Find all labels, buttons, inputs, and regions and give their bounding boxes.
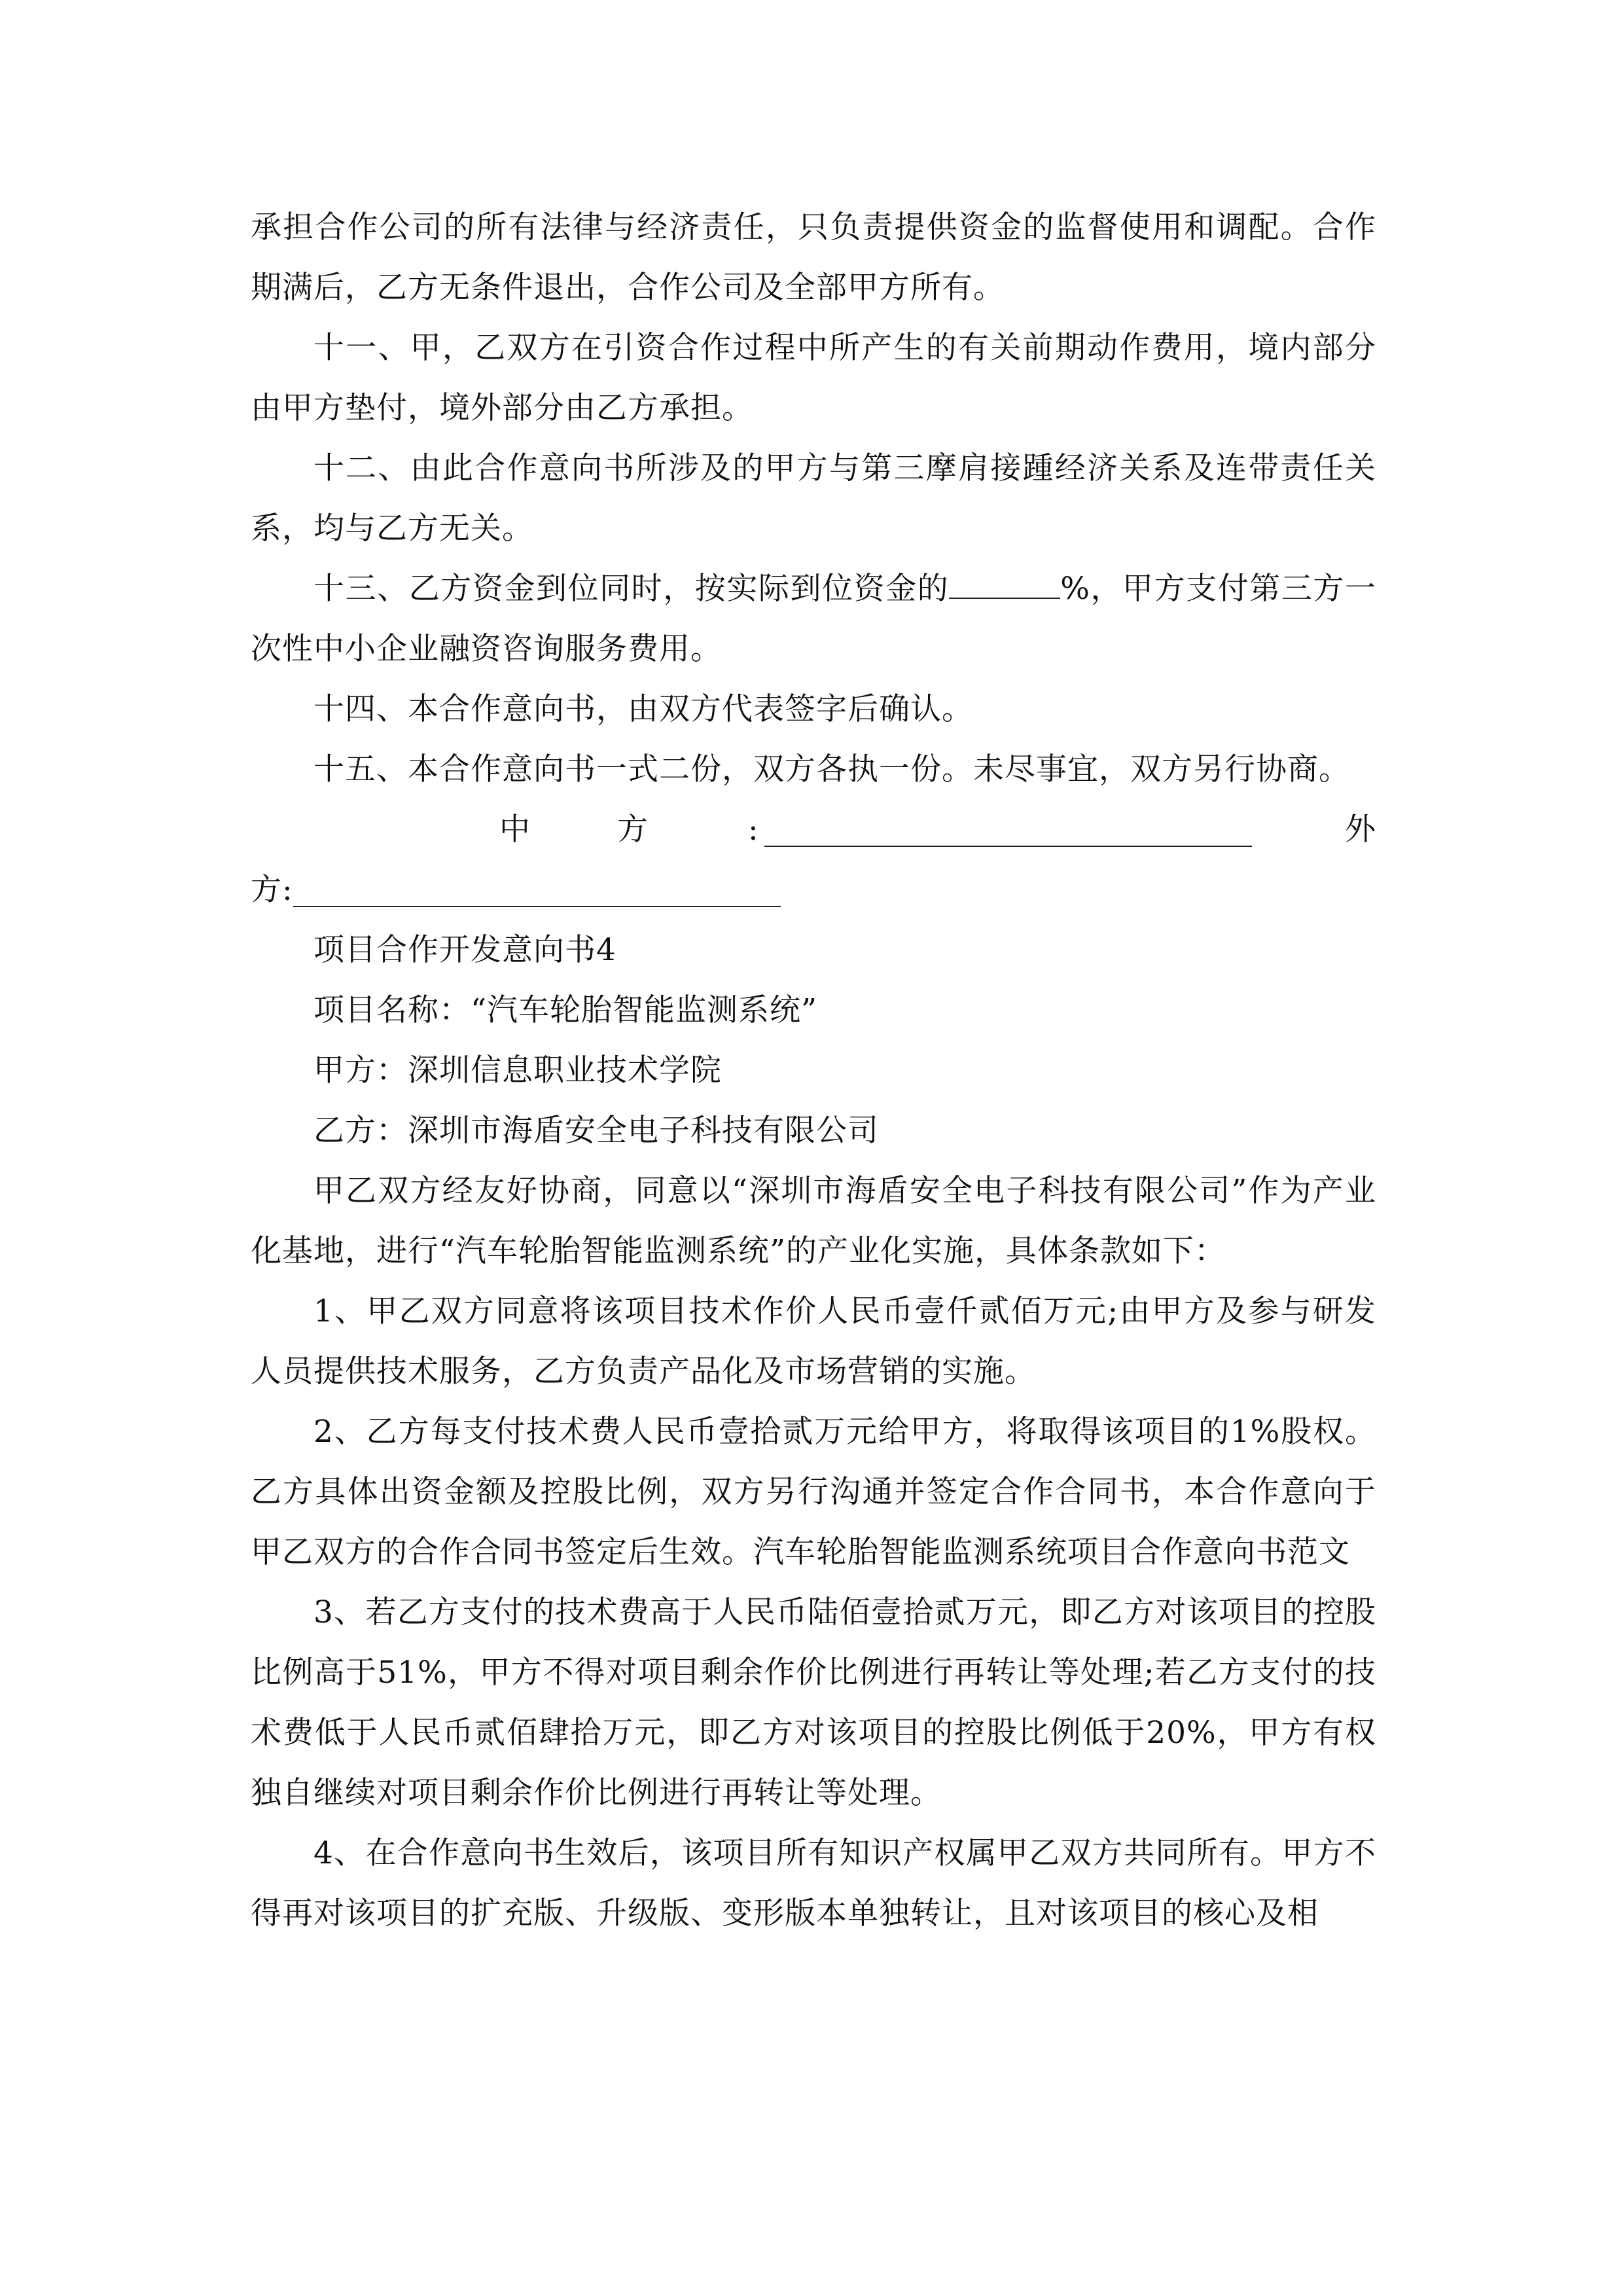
party-a-line: 甲方：深圳信息职业技术学院 bbox=[313, 1052, 722, 1088]
party-a-signature-blank bbox=[764, 846, 1252, 847]
paragraph-continuation: 承担合作公司的所有法律与经济责任，只负责提供资金的监督使用和调配。合作期满后，乙方无条件退出，合作公司及全部甲方所有。 bbox=[251, 209, 1376, 306]
section-heading: 项目合作开发意向书4 bbox=[313, 932, 616, 968]
clause-fifteen: 十五、本合作意向书一式二份，双方各执一份。未尽事宜，双方另行协商。 bbox=[313, 751, 1350, 787]
party-b-label-start: 外 bbox=[1345, 812, 1376, 848]
clause-eleven: 十一、甲，乙双方在引资合作过程中所产生的有关前期动作费用，境内部分由甲方垫付，境外部分由乙方承担。 bbox=[251, 330, 1376, 426]
clause-thirteen-before: 十三、乙方资金到位同时，按实际到位资金的 bbox=[313, 571, 950, 607]
party-b-signature-blank bbox=[293, 906, 781, 907]
party-b-line: 乙方：深圳市海盾安全电子科技有限公司 bbox=[313, 1113, 879, 1149]
party-a-char-2: 方 bbox=[617, 812, 648, 848]
clause-thirteen bbox=[251, 559, 1376, 679]
party-a-colon: : bbox=[748, 812, 758, 848]
signature-line-party-a bbox=[251, 800, 1376, 860]
intro-paragraph: 甲乙双方经友好协商，同意以“深圳市海盾安全电子科技有限公司”作为产业化基地，进行“汽车轮胎智能监测系统”的产业化实施，具体条款如下： bbox=[251, 1173, 1376, 1269]
clause-4: 4、在合作意向书生效后，该项目所有知识产权属甲乙双方共同所有。甲方不得再对该项目的扩充版、升级版、变形版本单独转让，且对该项目的核心及相 bbox=[251, 1835, 1376, 1931]
clause-2: 2、乙方每支付技术费人民币壹拾贰万元给甲方，将取得该项目的1%股权。乙方具体出资金额及控股比例，双方另行沟通并签定合作合同书，本合作意向于甲乙双方的合作合同书签定后生效。汽车轮胎智能监测系统项目合作意向书范文 bbox=[251, 1414, 1376, 1570]
clause-1: 1、甲乙双方同意将该项目技术作价人民币壹仟贰佰万元;由甲方及参与研发人员提供技术服务，乙方负责产品化及市场营销的实施。 bbox=[251, 1293, 1376, 1390]
clause-3: 3、若乙方支付的技术费高于人民币陆佰壹拾贰万元，即乙方对该项目的控股比例高于51%，甲方不得对项目剩余作价比例进行再转让等处理;若乙方支付的技术费低于人民币贰佰肆拾万元，即乙方对该项目的控股比例低于20%，甲方有权独自继续对项目剩余作价比例进行再转让等处理。 bbox=[251, 1594, 1376, 1811]
project-name: 项目名称：“汽车轮胎智能监测系统” bbox=[313, 992, 818, 1028]
party-a-char-1: 中 bbox=[499, 812, 530, 848]
clause-twelve: 十二、由此合作意向书所涉及的甲方与第三摩肩接踵经济关系及连带责任关系，均与乙方无关。 bbox=[251, 450, 1376, 547]
party-b-label-end: 方: bbox=[251, 872, 293, 908]
clause-thirteen-after: %，甲方支付第三方一次性中小企业融资咨询服务费用。 bbox=[251, 571, 1376, 667]
clause-fourteen: 十四、本合作意向书，由双方代表签字后确认。 bbox=[313, 691, 973, 727]
signature-line-party-b bbox=[251, 860, 1376, 920]
percentage-blank bbox=[949, 561, 1060, 599]
document-body bbox=[251, 198, 1376, 1944]
